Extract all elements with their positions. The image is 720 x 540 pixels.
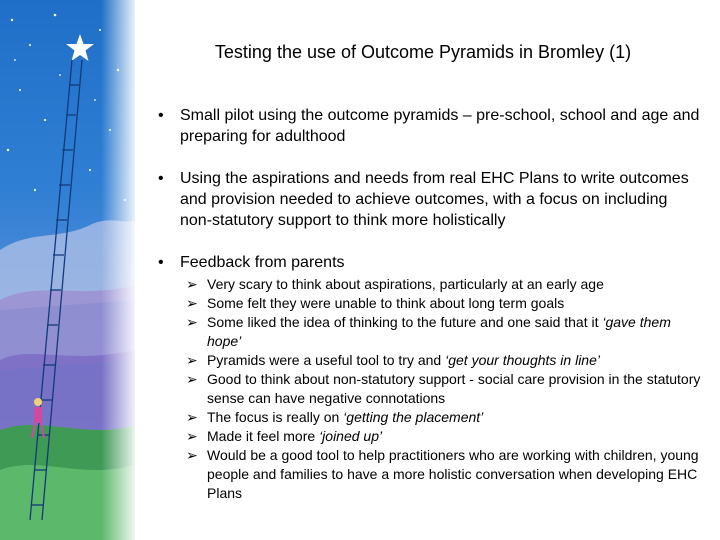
arrow-bullet-icon: ➢: [186, 314, 198, 330]
feedback-item: [180, 294, 703, 313]
feedback-list: [180, 275, 703, 503]
arrow-bullet-icon: ➢: [186, 428, 198, 444]
bullet-list: [158, 105, 703, 524]
feedback-item: [180, 275, 703, 294]
feedback-text: Some liked the idea of thinking to the future and one said that it: [207, 314, 603, 330]
feedback-item: [180, 351, 703, 370]
feedback-text: Good to think about non-statutory support - social care provision in the statutory sense can have negative connotations: [207, 371, 701, 406]
feedback-item: [180, 313, 703, 351]
feedback-quote: ‘get your thoughts in line’: [445, 352, 600, 368]
bullet-text: Using the aspirations and needs from real EHC Plans to write outcomes and provision needed to achieve outcomes, with a focus on including non-statutory support to think more holistically: [180, 170, 689, 229]
arrow-bullet-icon: ➢: [186, 276, 198, 292]
bullet-dot-icon: •: [158, 107, 164, 124]
feedback-quote: ‘gave them hope’: [207, 314, 671, 349]
feedback-text: Pyramids were a useful tool to try and: [207, 352, 446, 368]
ladder-to-star-illustration: [0, 0, 135, 540]
bullet-item: [158, 105, 703, 147]
arrow-bullet-icon: ➢: [186, 447, 198, 463]
feedback-quote: ‘getting the placement’: [343, 409, 484, 425]
bullet-dot-icon: •: [158, 254, 164, 271]
feedback-text: Made it feel more: [207, 428, 320, 444]
bullet-text: Small pilot using the outcome pyramids – pre-school, school and age and preparing for adulthood: [180, 107, 700, 145]
bullet-text: Feedback from parents: [180, 254, 345, 271]
feedback-item: [180, 427, 703, 446]
feedback-text: Very scary to think about aspirations, particularly at an early age: [207, 276, 604, 292]
feedback-item: [180, 446, 703, 503]
arrow-bullet-icon: ➢: [186, 352, 198, 368]
feedback-quote: ‘joined up’: [319, 428, 383, 444]
feedback-text: Some felt they were unable to think about long term goals: [207, 295, 565, 311]
feedback-text: Would be a good tool to help practitioners who are working with children, young people and families to have a more holistic conversation when developing EHC Plans: [207, 447, 699, 501]
slide-title: Testing the use of Outcome Pyramids in Bromley (1): [214, 42, 632, 62]
bullet-item: [158, 252, 703, 503]
bullet-item: [158, 168, 703, 231]
feedback-text: The focus is really on: [207, 409, 344, 425]
arrow-bullet-icon: ➢: [186, 295, 198, 311]
arrow-bullet-icon: ➢: [186, 409, 198, 425]
feedback-item: [180, 408, 703, 427]
bullet-dot-icon: •: [158, 170, 164, 187]
night-sky-ladder-image: [0, 0, 135, 540]
feedback-item: [180, 370, 703, 408]
arrow-bullet-icon: ➢: [186, 371, 198, 387]
